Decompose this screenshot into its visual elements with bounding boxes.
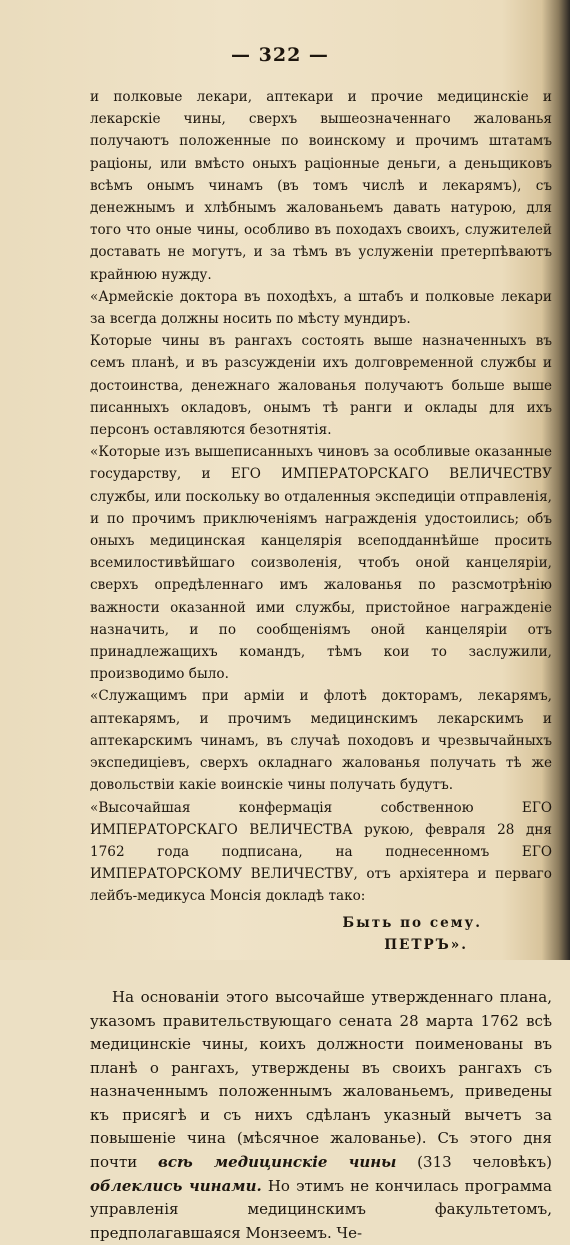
signature-resolution: Быть по сему.: [342, 914, 482, 931]
paragraph-2: «Армейскіе доктора въ походѣхъ, а штабъ и полковые лекари за всегда должны носить по мѣсту мундиръ.: [90, 288, 552, 328]
final-emphasis-1: всѣ медицинскіе чины: [157, 1153, 397, 1172]
paragraph-4: «Которые изъ вышеписанныхъ чиновъ за особливые оказанные государству, и ЕГО ИМПЕРАТОРСКАГО ВЕЛИЧЕСТВУ службы, или поскольку во отдаленныя экспедиціи отправленія, и по прочимъ приключеніямъ награжденія удостоились; объ оныхъ медицинская канцелярія всеподданнѣйше просить всемилостивѣйшаго соизволенія, чтобъ оной канцеляріи, сверхъ опредѣленнаго имъ жалованья по разсмотрѣнію важности оказанной ими службы, пристойное награжденіе назначить, и по сообщеніямъ оной канцеляріи отъ принадлежащихъ командъ, тѣмъ кои то заслужили, производимо было.: [90, 444, 552, 683]
signature-name: ПЕТРЪ».: [384, 936, 468, 953]
page-number: — 322 —: [231, 44, 329, 66]
paragraph-1: и полковые лекари, аптекари и прочие медицинскіе и лекарскіе чины, сверхъ вышеозначеннаго жалованья получаютъ положенные по воинскому и прочимъ штатамъ раціоны, или вмѣсто оныхъ раціонные деньги, а деньщиковъ всѣмъ онымъ чинамъ (въ томъ числѣ и лекарямъ), съ денежнымъ и хлѣбнымъ жалованьемъ давать натурою, для того что оные чины, особливо въ походахъ своихъ, служителей доставать не могутъ, и за тѣмъ въ услуженіи претерпѣваютъ крайнюю нужду.: [90, 89, 552, 283]
body-text: [90, 86, 552, 1245]
paragraph-6: «Высочайшая конфермація собственною ЕГО ИМПЕРАТОРСКАГО ВЕЛИЧЕСТВА рукою, февраля 28 дня 1762 года подписана, на поднесенномъ ЕГО ИМПЕРАТОРСКОМУ ВЕЛИЧЕСТВУ, отъ архіятера и перваго лейбъ-медикуса Монсія докладѣ тако:: [90, 799, 552, 905]
final-text-3: Но этимъ не кончилась программа управленія медицинскимъ факультетомъ, предполагавшаяся Монзеемъ. Че-: [90, 1176, 552, 1242]
final-paragraph: [90, 986, 552, 1245]
final-text-1: На основаніи этого высочайше утвержденнаго плана, указомъ правительствующаго сената 28 марта 1762 всѣ медицинскіе чины, коихъ должности поименованы въ планѣ о рангахъ, утверждены въ своихъ рангахъ съ назначеннымъ положеннымъ жалованьемъ, приведены къ присягѣ и съ нихъ сдѣланъ указный вычетъ за повышеніе чина (мѣсячное жалованье). Съ этого дня почти: [90, 987, 552, 1172]
paragraph-3: Которые чины въ рангахъ состоять выше назначенныхъ въ семъ планѣ, и въ разсужденіи ихъ долговременной службы и достоинства, денежнаго жалованья получаютъ больше выше писанныхъ окладовъ, онымъ тѣ ранги и оклады для ихъ персонъ оставляются безотнятія.: [90, 333, 552, 439]
final-text-2: (313 человѣкъ): [396, 1153, 552, 1172]
final-emphasis-2: облеклись чинами.: [90, 1176, 262, 1195]
paragraph-5: «Служащимъ при арміи и флотѣ докторамъ, лекарямъ, аптекарямъ, и прочимъ медицинскимъ лекарскимъ и аптекарскимъ чинамъ, въ случаѣ походовъ и чрезвычайныхъ экспедиціевъ, сверхъ окладнаго жалованья получать тѣ же довольствіи какіе воинскіе чины получать будутъ.: [90, 688, 552, 794]
section-gap: [90, 956, 552, 986]
